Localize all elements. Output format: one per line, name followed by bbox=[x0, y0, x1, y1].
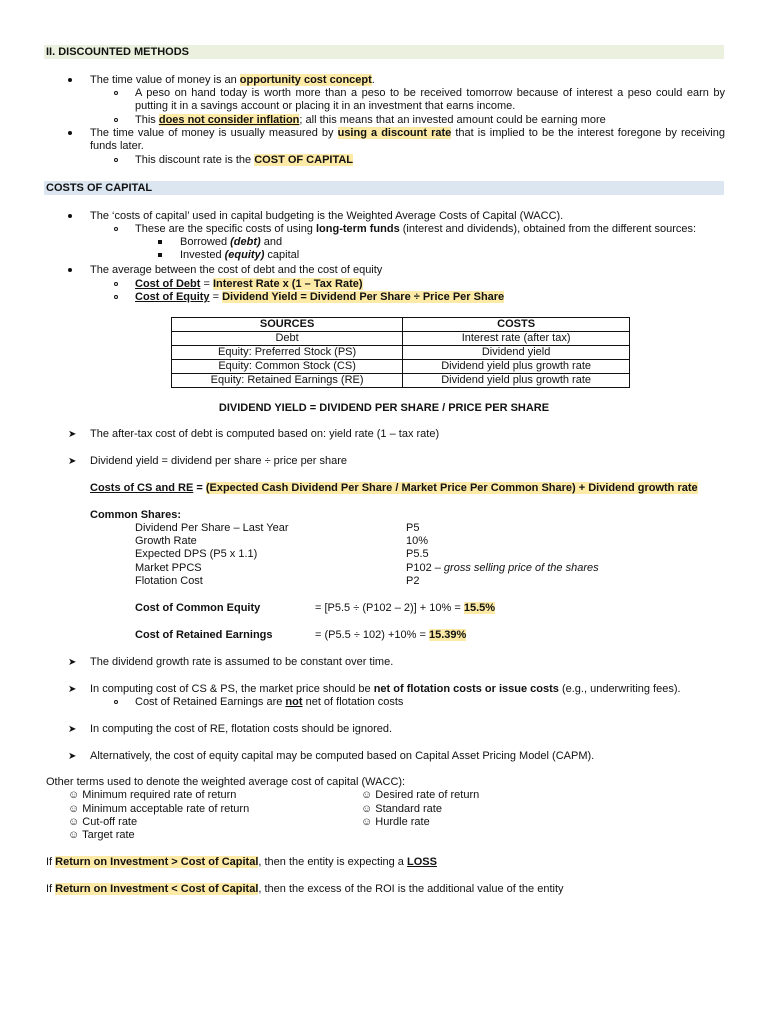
bullet bbox=[68, 214, 72, 218]
sub-bullet bbox=[114, 282, 118, 286]
cs-item-label: Dividend Per Share – Last Year bbox=[135, 522, 289, 534]
arrow-bullet-icon: ➤ bbox=[68, 429, 77, 440]
s2-sq-2: Invested (equity) capital bbox=[180, 249, 300, 261]
sub-bullet bbox=[114, 158, 118, 162]
term-right: ☺ Desired rate of return bbox=[361, 789, 480, 801]
table-cell: Equity: Retained Earnings (RE) bbox=[172, 374, 403, 388]
s2-bullet-1: The ‘costs of capital’ used in capital budgeting is the Weighted Average Costs of Capital (WACC). bbox=[90, 210, 564, 222]
common-shares-title: Common Shares: bbox=[90, 509, 182, 521]
arrow-bullet-icon: ➤ bbox=[68, 456, 77, 467]
arrow-bullet-icon: ➤ bbox=[68, 751, 77, 762]
square-bullet bbox=[158, 240, 162, 244]
table-header: COSTS bbox=[403, 318, 630, 332]
table-cell: Interest rate (after tax) bbox=[403, 332, 630, 346]
s1-sub-3: This discount rate is the COST OF CAPITAL bbox=[135, 154, 354, 166]
table-cell: Debt bbox=[172, 332, 403, 346]
term-left: ☺ Minimum acceptable rate of return bbox=[68, 803, 250, 815]
arrow-item-5: In computing the cost of RE, flotation costs should be ignored. bbox=[90, 723, 393, 735]
square-bullet bbox=[158, 253, 162, 257]
section-title-discounted-methods: II. DISCOUNTED METHODS bbox=[46, 46, 190, 58]
bullet bbox=[68, 131, 72, 135]
cs-item-value: 10% bbox=[406, 535, 429, 547]
sub-bullet bbox=[114, 700, 118, 704]
arrow-item-2: Dividend yield = dividend per share ÷ price per share bbox=[90, 455, 348, 467]
term-left: ☺ Minimum required rate of return bbox=[68, 789, 237, 801]
arrow-item-6: Alternatively, the cost of equity capital may be computed based on Capital Asset Pricing Model (CAPM). bbox=[90, 750, 595, 762]
cost-retained-earnings-label: Cost of Retained Earnings bbox=[135, 629, 273, 641]
table-cell: Dividend yield plus growth rate bbox=[403, 374, 630, 388]
cost-common-equity-formula: = [P5.5 ÷ (P102 – 2)] + 10% = 15.5% bbox=[315, 602, 496, 614]
table-row bbox=[172, 346, 630, 360]
cost-of-equity: Cost of Equity = Dividend Yield = Dividend Per Share ÷ Price Per Share bbox=[135, 291, 505, 303]
table-row bbox=[172, 360, 630, 374]
sub-bullet bbox=[114, 118, 118, 122]
term-right: ☺ Hurdle rate bbox=[361, 816, 430, 828]
dividend-yield-heading: DIVIDEND YIELD = DIVIDEND PER SHARE / PRICE PER SHARE bbox=[218, 402, 550, 414]
cs-item-label: Expected DPS (P5 x 1.1) bbox=[135, 548, 258, 560]
cs-item-value: P102 – gross selling price of the shares bbox=[406, 562, 599, 574]
s2-bullet-2: The average between the cost of debt and the cost of equity bbox=[90, 264, 383, 276]
sub-bullet bbox=[114, 91, 118, 95]
table-cell: Dividend yield bbox=[403, 346, 630, 360]
sub-bullet bbox=[114, 295, 118, 299]
table-cell: Equity: Common Stock (CS) bbox=[172, 360, 403, 374]
bullet bbox=[68, 78, 72, 82]
cost-retained-earnings-formula: = (P5.5 ÷ 102) +10% = 15.39% bbox=[315, 629, 467, 641]
s1-bullet-1: The time value of money is an opportunity cost concept. bbox=[90, 74, 375, 86]
table-header-row bbox=[172, 318, 630, 332]
s2-sq-1: Borrowed (debt) and bbox=[180, 236, 283, 248]
cs-item-label: Growth Rate bbox=[135, 535, 197, 547]
section-title-costs-of-capital: COSTS OF CAPITAL bbox=[46, 182, 153, 194]
term-right: ☺ Standard rate bbox=[361, 803, 442, 815]
cs-item-label: Flotation Cost bbox=[135, 575, 203, 587]
term-left: ☺ Cut-off rate bbox=[68, 816, 138, 828]
cost-of-debt: Cost of Debt = Interest Rate x (1 – Tax Rate) bbox=[135, 278, 363, 290]
table-row bbox=[172, 332, 630, 346]
bullet bbox=[68, 268, 72, 272]
s1-sub-2: This does not consider inflation; all this means that an invested amount could be earning more bbox=[135, 114, 606, 126]
cs-item-value: P5 bbox=[406, 522, 420, 534]
arrow-item-4-sub: Cost of Retained Earnings are not net of flotation costs bbox=[135, 696, 404, 708]
roi-line-1: If Return on Investment > Cost of Capital, then the entity is expecting a LOSS bbox=[46, 856, 437, 868]
arrow-item-1: The after-tax cost of debt is computed based on: yield rate (1 – tax rate) bbox=[90, 428, 440, 440]
cost-common-equity-label: Cost of Common Equity bbox=[135, 602, 261, 614]
table-row bbox=[172, 374, 630, 388]
table-header: SOURCES bbox=[172, 318, 403, 332]
table-cell: Equity: Preferred Stock (PS) bbox=[172, 346, 403, 360]
arrow-bullet-icon: ➤ bbox=[68, 724, 77, 735]
s1-sub-1: A peso on hand today is worth more than a peso to be received tomorrow because of interest a peso could earn by putting it in a savings account or placing it in an investment that earns income. bbox=[135, 87, 725, 112]
s2-sub-1: These are the specific costs of using long-term funds (interest and dividends), obtained from the different sources: bbox=[135, 223, 697, 235]
cs-item-value: P5.5 bbox=[406, 548, 429, 560]
sources-costs-table bbox=[171, 317, 630, 388]
sub-bullet bbox=[114, 227, 118, 231]
cs-re-formula: Costs of CS and RE = (Expected Cash Dividend Per Share / Market Price Per Common Share) + Dividend growth rate bbox=[90, 482, 698, 494]
table-cell: Dividend yield plus growth rate bbox=[403, 360, 630, 374]
cs-item-value: P2 bbox=[406, 575, 420, 587]
arrow-item-3: The dividend growth rate is assumed to be constant over time. bbox=[90, 656, 394, 668]
term-left: ☺ Target rate bbox=[68, 829, 135, 841]
roi-line-2: If Return on Investment < Cost of Capital, then the excess of the ROI is the additional value of the entity bbox=[46, 883, 564, 895]
arrow-bullet-icon: ➤ bbox=[68, 657, 77, 668]
other-terms-intro: Other terms used to denote the weighted average cost of capital (WACC): bbox=[46, 776, 406, 788]
cs-item-label: Market PPCS bbox=[135, 562, 202, 574]
s1-bullet-2: The time value of money is usually measured by using a discount rate that is implied to be the interest foregone by receiving funds later. bbox=[90, 127, 725, 152]
arrow-item-4: In computing cost of CS & PS, the market price should be net of flotation costs or issue costs (e.g., underwriting fees). bbox=[90, 683, 681, 695]
arrow-bullet-icon: ➤ bbox=[68, 684, 77, 695]
